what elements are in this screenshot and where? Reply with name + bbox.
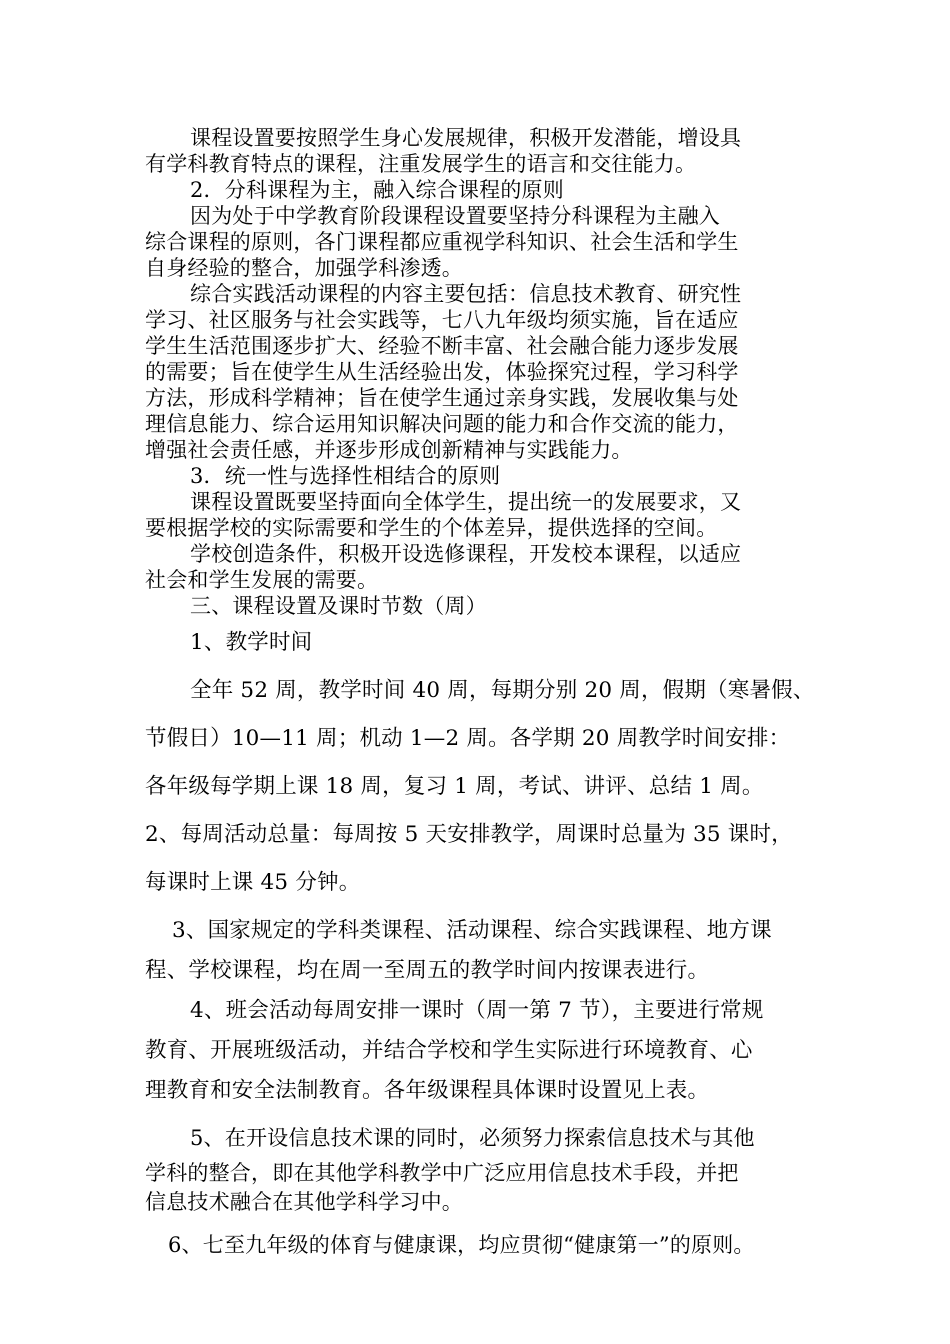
paragraph-line: 课程设置要按照学生身心发展规律，积极开发潜能，增设具: [190, 126, 742, 150]
section-heading: 三、课程设置及课时节数（周）: [190, 594, 487, 618]
paragraph-line: 课程设置既要坚持面向全体学生，提出统一的发展要求，又: [190, 490, 742, 514]
paragraph-line: 4、班会活动每周安排一课时（周一第 7 节），主要进行常规: [190, 998, 764, 1023]
paragraph-line: 程、学校课程，均在周一至周五的教学时间内按课表进行。: [145, 958, 710, 983]
paragraph-line: 有学科教育特点的课程，注重发展学生的语言和交往能力。: [145, 152, 697, 176]
paragraph-line: 综合课程的原则，各门课程都应重视学科知识、社会生活和学生: [145, 230, 739, 254]
paragraph-line: 学科的整合，即在其他学科教学中广泛应用信息技术手段，并把: [145, 1161, 739, 1185]
paragraph-line: 节假日）10—11 周；机动 1—2 周。各学期 20 周教学时间安排：: [145, 726, 791, 751]
paragraph-line: 2、每周活动总量：每周按 5 天安排教学，周课时总量为 35 课时，: [145, 822, 793, 847]
paragraph-line: 因为处于中学教育阶段课程设置要坚持分科课程为主融入: [190, 204, 720, 228]
heading-principle-3: 3．统一性与选择性相结合的原则: [190, 464, 501, 488]
paragraph-line: 理教育和安全法制教育。各年级课程具体课时设置见上表。: [145, 1078, 710, 1103]
subheading-teaching-time: 1、教学时间: [190, 630, 313, 655]
paragraph-line: 3、国家规定的学科类课程、活动课程、综合实践课程、地方课: [172, 918, 772, 943]
paragraph-line: 6、七至九年级的体育与健康课，均应贯彻“健康第一”的原则。: [168, 1233, 755, 1257]
paragraph-line: 学习、社区服务与社会实践等，七八九年级均须实施，旨在适应: [145, 308, 739, 332]
paragraph-line: 自身经验的整合，加强学科渗透。: [145, 256, 463, 280]
paragraph-line: 教育、开展班级活动，并结合学校和学生实际进行环境教育、心: [145, 1038, 753, 1063]
paragraph-line: 综合实践活动课程的内容主要包括：信息技术教育、研究性: [190, 282, 742, 306]
paragraph-line: 5、在开设信息技术课的同时，必须努力探索信息技术与其他: [190, 1126, 755, 1150]
paragraph-line: 信息技术融合在其他学科学习中。: [145, 1190, 463, 1214]
paragraph-line: 的需要；旨在使学生从生活经验出发，体验探究过程，学习科学: [145, 360, 739, 384]
heading-principle-2: 2．分科课程为主，融入综合课程的原则: [190, 178, 564, 202]
paragraph-line: 全年 52 周，教学时间 40 周，每期分别 20 周，假期（寒暑假、: [190, 678, 815, 703]
paragraph-line: 学校创造条件，积极开设选修课程，开发校本课程，以适应: [190, 542, 742, 566]
paragraph-line: 要根据学校的实际需要和学生的个体差异，提供选择的空间。: [145, 516, 718, 540]
paragraph-line: 社会和学生发展的需要。: [145, 568, 379, 592]
paragraph-line: 学生生活范围逐步扩大、经验不断丰富、社会融合能力逐步发展: [145, 334, 739, 358]
paragraph-line: 各年级每学期上课 18 周，复习 1 周，考试、讲评、总结 1 周。: [145, 774, 764, 799]
paragraph-line: 方法，形成科学精神；旨在使学生通过亲身实践，发展收集与处: [145, 386, 739, 410]
paragraph-line: 每课时上课 45 分钟。: [145, 870, 361, 895]
paragraph-line: 增强社会责任感，并逐步形成创新精神与实践能力。: [145, 438, 633, 462]
paragraph-line: 理信息能力、综合运用知识解决问题的能力和合作交流的能力，: [145, 412, 739, 436]
